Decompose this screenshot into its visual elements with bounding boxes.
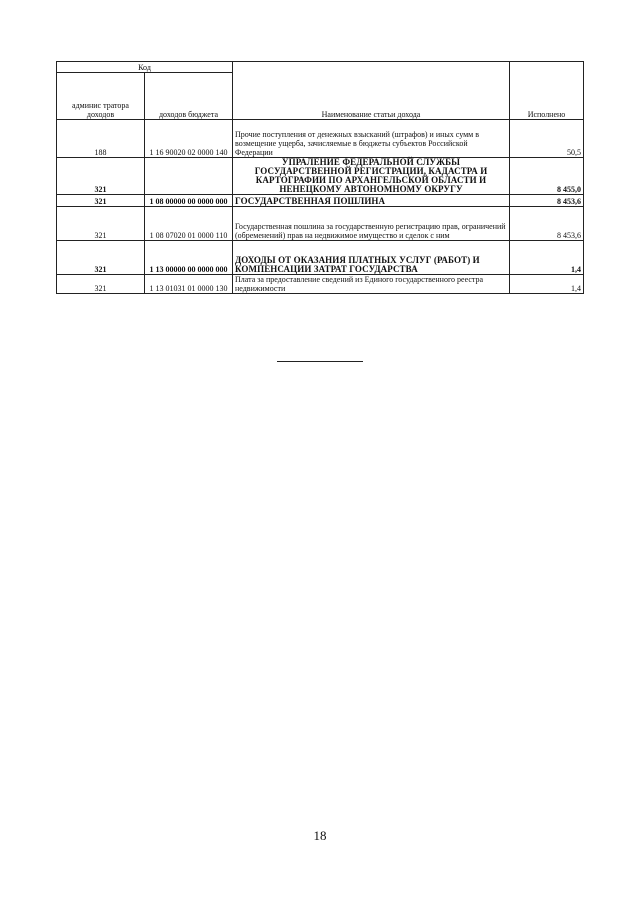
- table-row: [57, 241, 584, 275]
- table-row: [57, 195, 584, 207]
- page-number: 18: [313, 828, 327, 843]
- table-row: [57, 275, 584, 294]
- cell-code: 1 08 00000 00 0000 000: [145, 195, 233, 207]
- header-executed: Исполнено: [510, 62, 584, 120]
- cell-name: Государственная пошлина за государственную регистрацию прав, ограничений (обременений) прав на недвижимое имущество и сделок с ним: [233, 207, 510, 241]
- table-row: [57, 207, 584, 241]
- cell-name: ДОХОДЫ ОТ ОКАЗАНИЯ ПЛАТНЫХ УСЛУГ (РАБОТ) И КОМПЕНСАЦИИ ЗАТРАТ ГОСУДАРСТВА: [233, 241, 510, 275]
- header-admin: админис тратора доходов: [57, 73, 145, 120]
- cell-name: УПРАЛЕНИЕ ФЕДЕРАЛЬНОЙ СЛУЖБЫ ГОСУДАРСТВЕННОЙ РЕГИСТРАЦИИ, КАДАСТРА И КАРТОГРАФИИ ПО АРХАНГЕЛЬСКОЙ ОБЛАСТИ И НЕНЕЦКОМУ АВТОНОМНОМУ ОКРУГУ: [233, 158, 510, 195]
- cell-name: Плата за предоставление сведений из Единого государственного реестра недвижимости: [233, 275, 510, 294]
- cell-amount: 50,5: [510, 120, 584, 158]
- separator-line: [277, 361, 363, 362]
- cell-code: 1 13 00000 00 0000 000: [145, 241, 233, 275]
- cell-code: 1 08 07020 01 0000 110: [145, 207, 233, 241]
- cell-name: ГОСУДАРСТВЕННАЯ ПОШЛИНА: [233, 195, 510, 207]
- table-body: [57, 120, 584, 294]
- cell-name: Прочие поступления от денежных взысканий (штрафов) и иных сумм в возмещение ущерба, зачисляемые в бюджеты субъектов Российской Федерации: [233, 120, 510, 158]
- cell-amount: 8 455,0: [510, 158, 584, 195]
- cell-admin: 321: [57, 241, 145, 275]
- cell-amount: 1,4: [510, 275, 584, 294]
- header-budget: доходов бюджета: [145, 73, 233, 120]
- cell-admin: 321: [57, 158, 145, 195]
- cell-admin: 321: [57, 195, 145, 207]
- table-header: [57, 62, 584, 120]
- cell-amount: 1,4: [510, 241, 584, 275]
- cell-code: 1 13 01031 01 0000 130: [145, 275, 233, 294]
- cell-admin: 321: [57, 275, 145, 294]
- cell-code: 1 16 90020 02 0000 140: [145, 120, 233, 158]
- cell-amount: 8 453,6: [510, 207, 584, 241]
- cell-admin: 321: [57, 207, 145, 241]
- table-row: [57, 158, 584, 195]
- cell-amount: 8 453,6: [510, 195, 584, 207]
- revenue-table: [56, 61, 584, 294]
- header-kod: Код: [57, 62, 233, 73]
- table-row: [57, 120, 584, 158]
- header-name: Наименование статьи дохода: [233, 62, 510, 120]
- cell-code: [145, 158, 233, 195]
- cell-admin: 188: [57, 120, 145, 158]
